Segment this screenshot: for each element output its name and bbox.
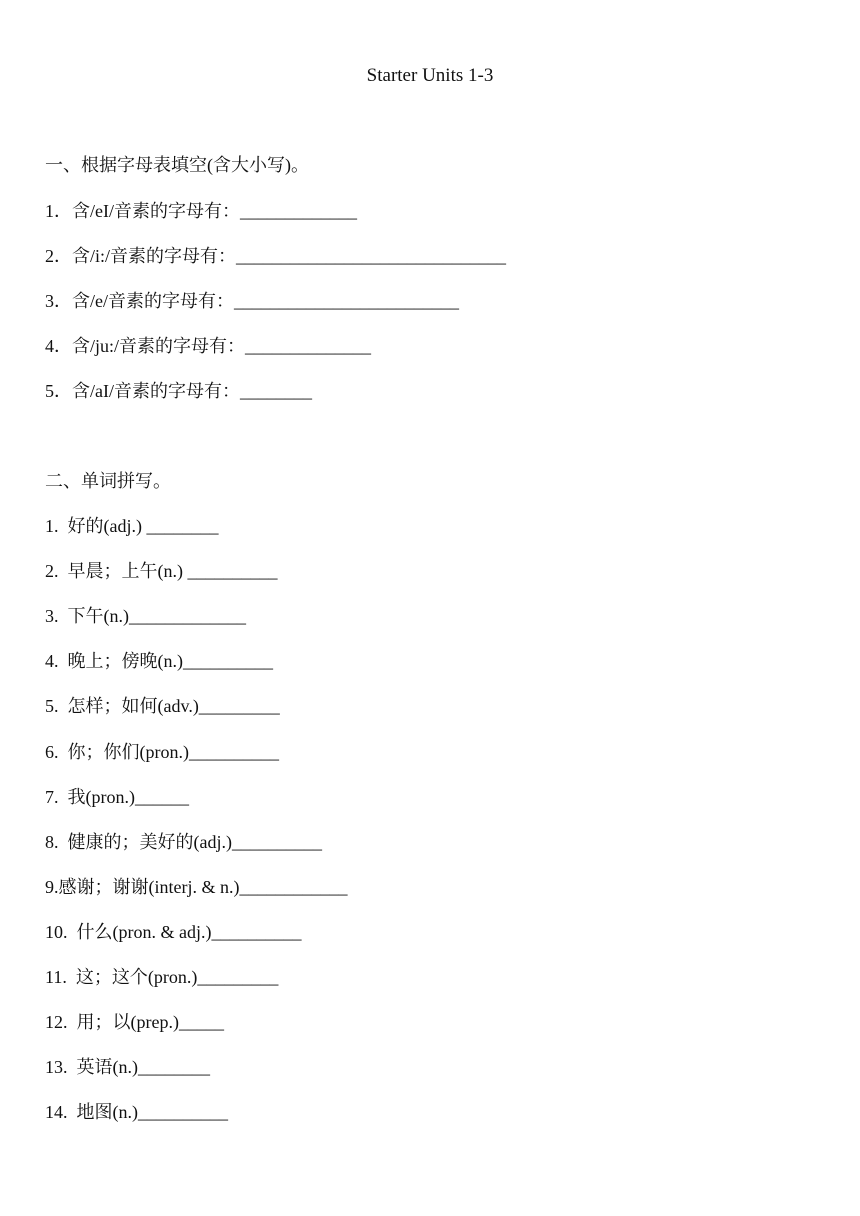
section-2-item-11: 11. 这；这个(pron.)_________ [45,967,279,987]
section-1-item-4: 4．含/ju:/音素的字母有：______________ [45,336,372,356]
section-2-item-1: 1. 好的(adj.) ________ [45,516,219,536]
section-1-item-2: 2．含/i:/音素的字母有：______________________________ [45,246,507,266]
section-1-item-5: 5．含/aI/音素的字母有：________ [45,381,312,401]
section-2-item-13: 13. 英语(n.)________ [45,1057,210,1077]
section-2-item-10: 10. 什么(pron. & adj.)__________ [45,922,302,942]
section-1-item-1: 1．含/eI/音素的字母有：_____________ [45,201,357,221]
section-2-item-3: 3. 下午(n.)_____________ [45,606,246,626]
section-2-item-7: 7. 我(pron.)______ [45,787,189,807]
section-1-item-3: 3．含/e/音素的字母有：_________________________ [45,291,459,311]
section-2-item-9: 9.感谢；谢谢(interj. & n.)____________ [45,877,348,897]
section-2-item-12: 12. 用；以(prep.)_____ [45,1012,224,1032]
section-2-heading: 二、单词拼写。 [45,471,171,491]
section-2-item-2: 2. 早晨；上午(n.) __________ [45,561,278,581]
section-2-item-8: 8. 健康的；美好的(adj.)__________ [45,832,322,852]
section-1-heading: 一、根据字母表填空(含大小写)。 [45,155,309,175]
section-2-item-14: 14. 地图(n.)__________ [45,1102,228,1122]
section-2-item-5: 5. 怎样；如何(adv.)_________ [45,696,280,716]
worksheet-title: Starter Units 1-3 [366,65,494,86]
section-2-item-4: 4. 晚上；傍晚(n.)__________ [45,651,273,671]
section-2-item-6: 6. 你；你们(pron.)__________ [45,742,279,762]
